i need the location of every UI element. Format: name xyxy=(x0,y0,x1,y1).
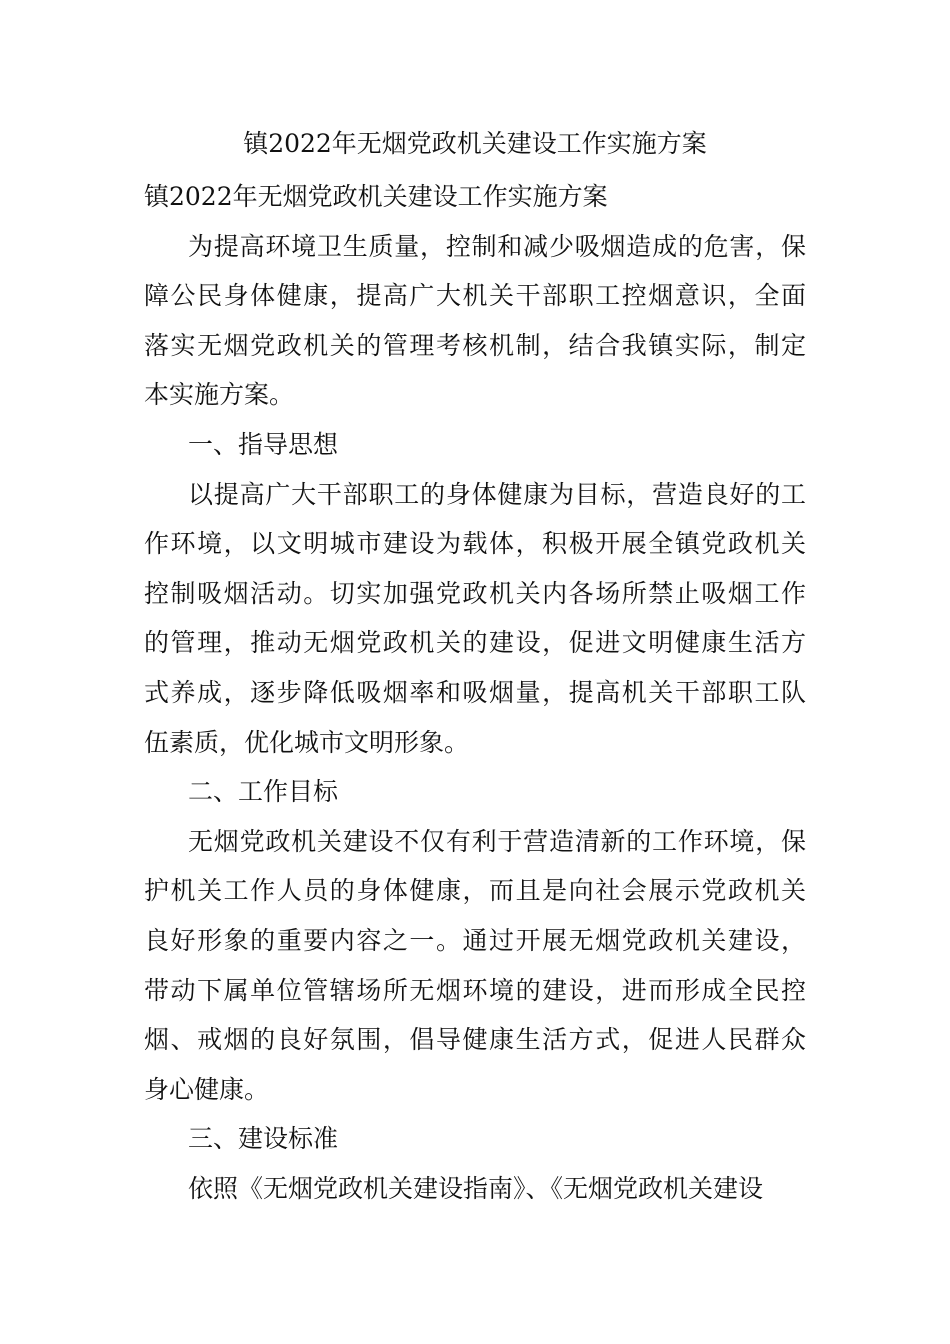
section2-paragraph xyxy=(144,817,806,1115)
section1-paragraph xyxy=(144,470,806,768)
paragraph-line: 控制吸烟活动。切实加强党政机关内各场所禁止吸烟工作 xyxy=(144,578,806,608)
section-heading-guiding-ideology: 一、指导思想 xyxy=(188,429,339,459)
paragraph-line: 障公民身体健康，提高广大机关干部职工控烟意识，全面 xyxy=(144,281,806,311)
paragraph-line: 落实无烟党政机关的管理考核机制，结合我镇实际，制定 xyxy=(144,330,806,360)
paragraph-line: 身心健康。 xyxy=(144,1074,270,1104)
paragraph-line: 为提高环境卫生质量，控制和减少吸烟造成的危害，保 xyxy=(188,231,806,261)
paragraph-line: 本实施方案。 xyxy=(144,380,295,410)
paragraph-line: 烟、戒烟的良好氛围，倡导健康生活方式，促进人民群众 xyxy=(144,1025,806,1055)
document-title: 镇2022年无烟党政机关建设工作实施方案 xyxy=(243,129,707,158)
section-heading-construction-standards: 三、建设标准 xyxy=(188,1124,339,1154)
paragraph-line: 良好形象的重要内容之一。通过开展无烟党政机关建设， xyxy=(144,925,806,955)
paragraph-line: 护机关工作人员的身体健康，而且是向社会展示党政机关 xyxy=(144,876,806,906)
paragraph-line: 带动下属单位管辖场所无烟环境的建设，进而形成全民控 xyxy=(144,975,806,1005)
paragraph-line: 作环境，以文明城市建设为载体，积极开展全镇党政机关 xyxy=(144,529,806,559)
paragraph-line: 无烟党政机关建设不仅有利于营造清新的工作环境，保 xyxy=(188,826,806,856)
paragraph-line: 伍素质，优化城市文明形象。 xyxy=(144,727,470,757)
intro-paragraph xyxy=(144,222,806,420)
section-heading-work-goals: 二、工作目标 xyxy=(188,777,339,807)
document-subtitle: 镇2022年无烟党政机关建设工作实施方案 xyxy=(144,182,608,211)
paragraph-line: 式养成，逐步降低吸烟率和吸烟量，提高机关干部职工队 xyxy=(144,677,806,707)
paragraph-line: 的管理，推动无烟党政机关的建设，促进文明健康生活方 xyxy=(144,628,806,658)
document-page xyxy=(144,120,806,1213)
paragraph-line: 依照《无烟党政机关建设指南》、《无烟党政机关建设 xyxy=(188,1173,764,1203)
paragraph-line: 以提高广大干部职工的身体健康为目标，营造良好的工 xyxy=(188,479,806,509)
section3-paragraph xyxy=(144,1164,806,1214)
